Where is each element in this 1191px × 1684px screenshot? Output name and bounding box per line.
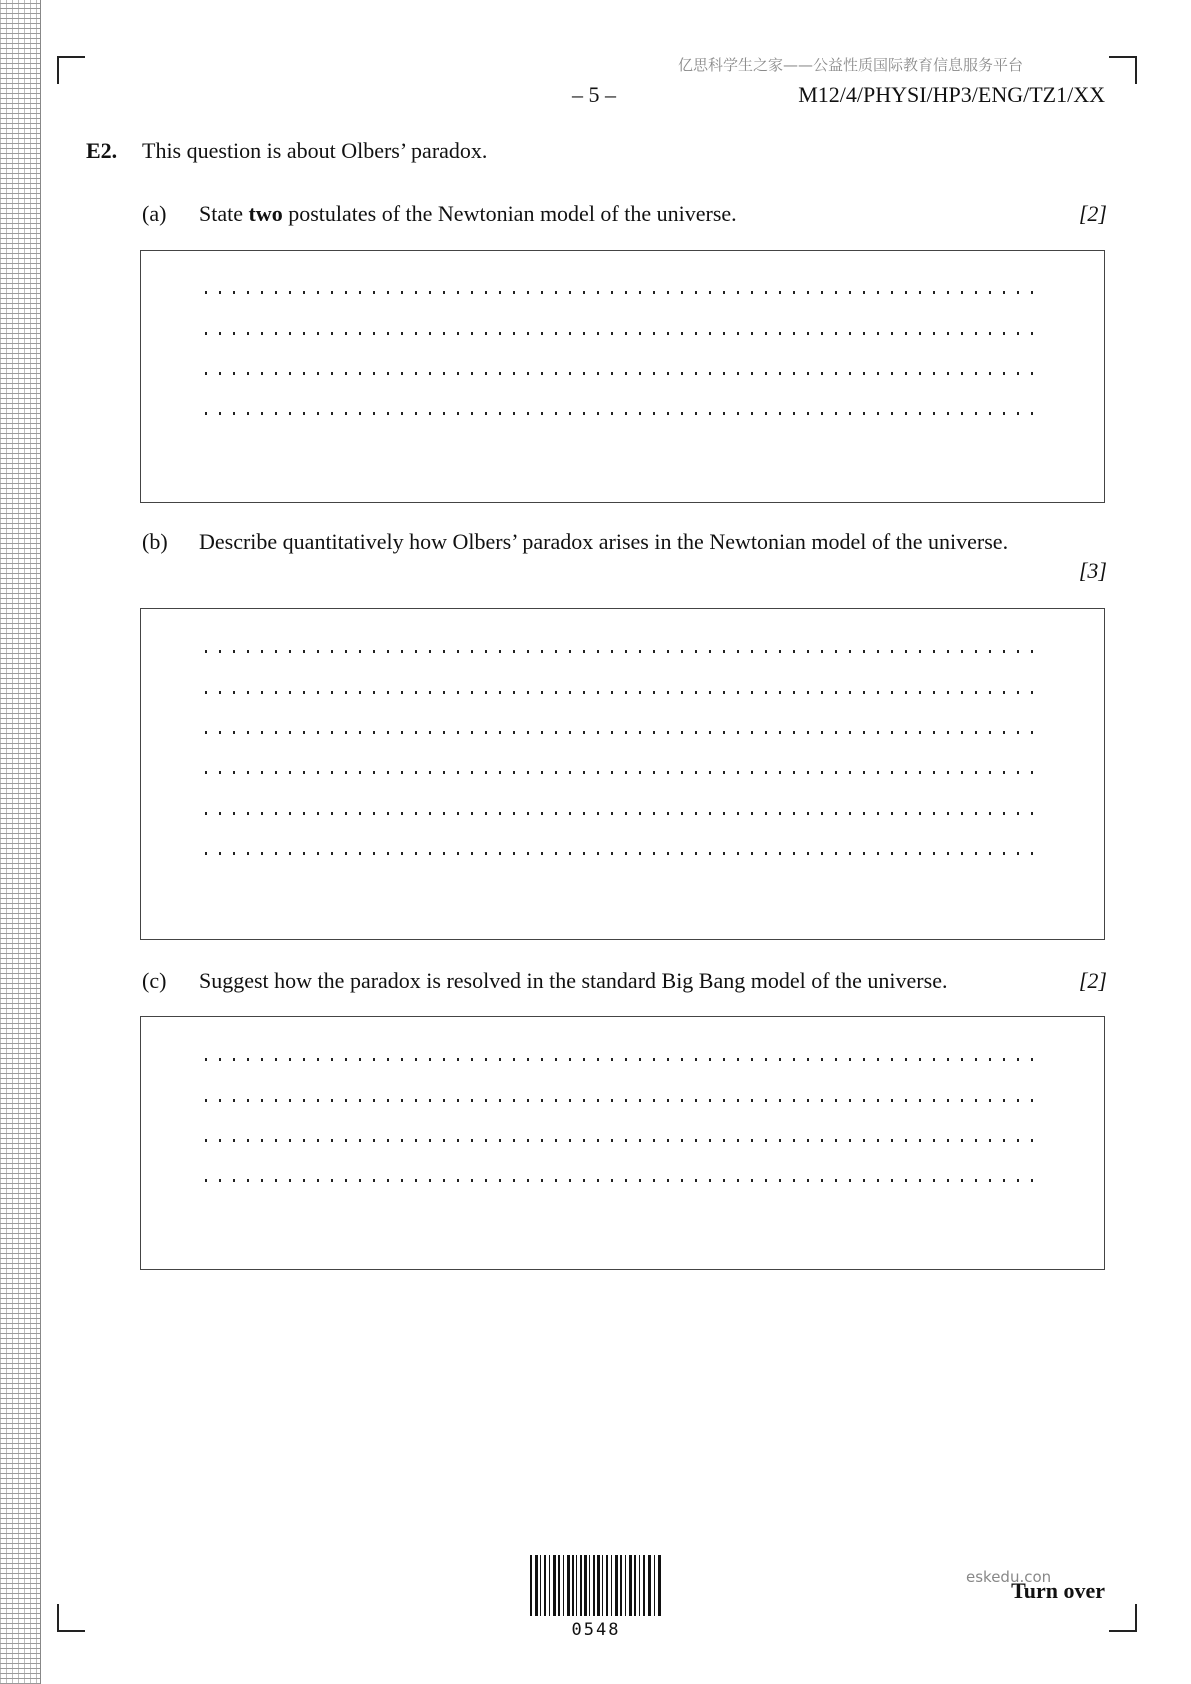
barcode [530,1555,662,1616]
crop-mark-top-left [57,56,85,84]
answer-line [205,332,1041,335]
part-a-label: (a) [142,201,167,226]
crop-mark-top-right [1109,56,1137,84]
answer-line [205,412,1041,415]
turn-over-label: Turn over [1011,1578,1105,1603]
header-watermark: 亿思科学生之家——公益性质国际教育信息服务平台 [678,56,1024,74]
answer-line [205,1179,1041,1182]
answer-line [205,852,1041,855]
part-a-text: State two postulates of the Newtonian model of the universe. [199,201,737,226]
question-number: E2. [86,138,118,163]
question-text: This question is about Olbers’ paradox. [142,138,488,163]
answer-line [205,291,1041,294]
answer-line [205,812,1041,815]
paper-code: M12/4/PHYSI/HP3/ENG/TZ1/XX [798,82,1105,107]
page-number: – 5 – [572,82,616,107]
crop-mark-bottom-right [1109,1604,1137,1632]
footer-watermark: eskedu.con [966,1568,1052,1586]
answer-line [205,731,1041,734]
part-c-label: (c) [142,968,167,993]
answer-line [205,771,1041,774]
part-b-text: Describe quantitatively how Olbers’ paradox arises in the Newtonian model of the universe. [199,529,1009,554]
answer-line [205,1139,1041,1142]
answer-line [205,372,1041,375]
binding-margin [0,0,41,1684]
barcode-number: 0548 [571,1620,621,1640]
part-a-marks: [2] [1078,201,1107,226]
part-b-marks: [3] [1078,558,1107,583]
answer-line [205,650,1041,653]
answer-line [205,1058,1041,1061]
answer-box-a[interactable] [140,250,1105,503]
part-c-text: Suggest how the paradox is resolved in the standard Big Bang model of the universe. [199,968,948,993]
answer-box-b[interactable] [140,608,1105,940]
answer-line [205,1099,1041,1102]
part-c-marks: [2] [1078,968,1107,993]
part-b-label: (b) [142,529,168,554]
answer-line [205,691,1041,694]
answer-box-c[interactable] [140,1016,1105,1270]
crop-mark-bottom-left [57,1604,85,1632]
